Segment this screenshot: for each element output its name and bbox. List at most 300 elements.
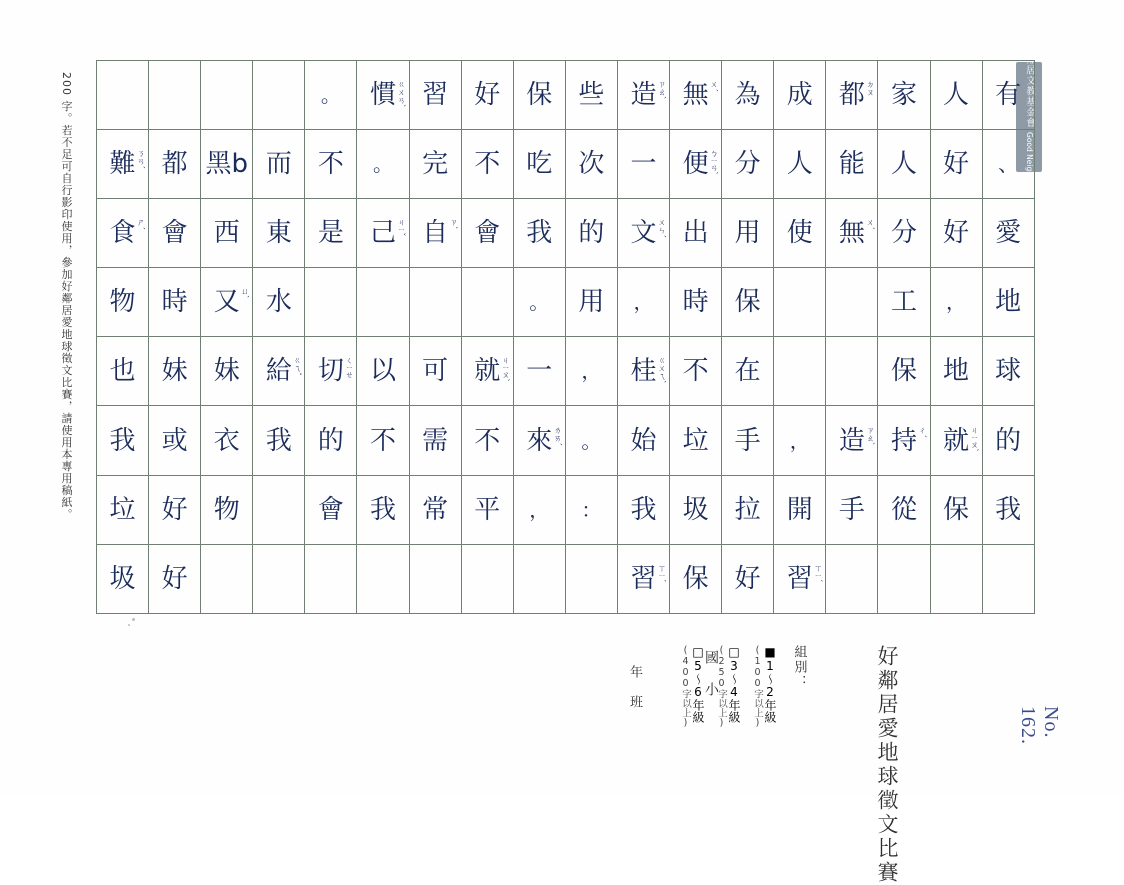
scan-speck — [128, 624, 130, 626]
manuscript-cell[interactable] — [565, 544, 617, 613]
manuscript-cell[interactable] — [826, 544, 878, 613]
manuscript-cell[interactable] — [878, 475, 930, 544]
handwritten-character: 保 — [943, 494, 970, 525]
group-3-marker: □ — [691, 645, 705, 659]
handwritten-character: 愛 — [995, 218, 1022, 249]
handwritten-character: 東 — [265, 218, 292, 249]
handwritten-character: 或 — [161, 425, 188, 456]
manuscript-cell[interactable] — [149, 544, 201, 613]
manuscript-cell[interactable] — [513, 268, 565, 337]
manuscript-cell[interactable] — [670, 337, 722, 406]
manuscript-cell[interactable] — [722, 199, 774, 268]
manuscript-cell[interactable] — [513, 199, 565, 268]
manuscript-cell[interactable] — [617, 130, 669, 199]
handwritten-character: 出 — [682, 218, 709, 249]
handwritten-character: 好 — [943, 149, 970, 180]
handwritten-character: 手 — [838, 494, 865, 525]
manuscript-cell[interactable] — [930, 268, 982, 337]
handwritten-character: 人 — [943, 80, 970, 111]
handwritten-character: 些 — [578, 80, 605, 111]
manuscript-cell[interactable] — [357, 199, 409, 268]
handwritten-character: 。 — [581, 428, 602, 453]
class-field-label[interactable]: 年 班 — [627, 665, 642, 710]
manuscript-cell[interactable] — [357, 337, 409, 406]
manuscript-cell[interactable] — [774, 130, 826, 199]
manuscript-cell[interactable] — [826, 130, 878, 199]
handwritten-character: 家 — [890, 80, 917, 111]
manuscript-cell[interactable] — [357, 61, 409, 130]
manuscript-cell[interactable] — [305, 61, 357, 130]
manuscript-cell[interactable] — [565, 337, 617, 406]
manuscript-cell[interactable] — [565, 199, 617, 268]
group-1-marker: ■ — [763, 645, 777, 659]
handwritten-character: 己 ㄐㄧˇ — [370, 218, 407, 249]
manuscript-cell[interactable] — [513, 475, 565, 544]
manuscript-cell[interactable] — [97, 199, 149, 268]
handwritten-character: 我 — [526, 218, 553, 249]
handwritten-character: 常 — [422, 494, 449, 525]
page-number: No. 162. — [1017, 706, 1062, 745]
handwritten-character: 不 — [474, 149, 501, 180]
handwritten-character: ， — [529, 497, 550, 522]
manuscript-grid — [96, 60, 1022, 605]
handwritten-character: 難 ㄋㄢˊ — [109, 149, 146, 180]
manuscript-cell[interactable] — [930, 337, 982, 406]
handwritten-character: 一 — [630, 149, 657, 180]
manuscript-cell[interactable] — [565, 61, 617, 130]
handwritten-character: 也 — [109, 356, 136, 387]
manuscript-cell[interactable] — [409, 406, 461, 475]
manuscript-grid-row — [97, 544, 1035, 613]
manuscript-cell[interactable] — [409, 544, 461, 613]
manuscript-cell[interactable] — [409, 199, 461, 268]
manuscript-cell[interactable] — [826, 61, 878, 130]
handwritten-character: 西 — [213, 218, 240, 249]
manuscript-cell[interactable] — [513, 544, 565, 613]
handwritten-character: 不 — [370, 425, 397, 456]
manuscript-cell[interactable] — [670, 199, 722, 268]
manuscript-cell[interactable] — [149, 130, 201, 199]
zhuyin-annotation: ㄕˊ — [136, 218, 146, 231]
handwritten-character: 衣 — [213, 425, 240, 456]
handwritten-character: 保 — [526, 80, 553, 111]
manuscript-cell[interactable] — [149, 475, 201, 544]
manuscript-grid-row — [97, 199, 1035, 268]
handwritten-character: 人 — [786, 149, 813, 180]
manuscript-cell[interactable] — [670, 268, 722, 337]
manuscript-cell[interactable] — [461, 475, 513, 544]
group-label: 組別： — [791, 645, 807, 690]
handwritten-character: 我 — [370, 494, 397, 525]
manuscript-cell[interactable] — [253, 199, 305, 268]
footnote-text: 200 字。若不足可自行影印使用，參加好鄰居愛地球徵文比賽，請使用本專用稿紙。 — [60, 72, 73, 521]
handwritten-character: 而 — [265, 149, 292, 180]
manuscript-cell[interactable] — [305, 475, 357, 544]
manuscript-cell[interactable] — [461, 337, 513, 406]
zhuyin-annotation: ㄨㄣˊ — [657, 218, 667, 239]
handwritten-character: 球 — [995, 356, 1022, 387]
manuscript-cell[interactable] — [97, 475, 149, 544]
manuscript-cell[interactable] — [305, 130, 357, 199]
handwritten-character: 用 — [734, 218, 761, 249]
manuscript-cell[interactable] — [565, 130, 617, 199]
manuscript-cell[interactable] — [253, 337, 305, 406]
zhuyin-annotation: ㄍㄨㄟˋ — [657, 356, 667, 385]
manuscript-cell[interactable] — [982, 130, 1034, 199]
manuscript-cell[interactable] — [617, 199, 669, 268]
handwritten-character: 。 — [373, 152, 394, 177]
handwritten-character: 吃 — [526, 149, 553, 180]
manuscript-cell[interactable] — [930, 544, 982, 613]
handwritten-character: 完 — [422, 149, 449, 180]
handwritten-character: 物 — [213, 494, 240, 525]
manuscript-cell[interactable] — [774, 475, 826, 544]
handwritten-character: 會 — [317, 494, 344, 525]
manuscript-cell[interactable] — [149, 268, 201, 337]
manuscript-grid-row — [97, 337, 1035, 406]
manuscript-cell[interactable] — [617, 337, 669, 406]
handwritten-character: 好 — [161, 563, 188, 594]
handwritten-character: 習 ㄒㄧˊ — [630, 563, 667, 594]
manuscript-cell[interactable] — [461, 544, 513, 613]
handwritten-character: ， — [946, 290, 967, 315]
manuscript-cell[interactable] — [513, 406, 565, 475]
manuscript-cell[interactable] — [253, 61, 305, 130]
manuscript-cell[interactable] — [253, 268, 305, 337]
handwritten-character: 時 — [682, 287, 709, 318]
manuscript-cell[interactable] — [461, 130, 513, 199]
manuscript-cell[interactable] — [409, 475, 461, 544]
manuscript-cell[interactable] — [722, 268, 774, 337]
manuscript-cell[interactable] — [357, 544, 409, 613]
manuscript-grid-row — [97, 475, 1035, 544]
handwritten-character: 給 ㄍㄟˇ — [265, 356, 302, 387]
manuscript-cell[interactable] — [930, 475, 982, 544]
manuscript-cell[interactable] — [513, 130, 565, 199]
manuscript-cell[interactable] — [617, 61, 669, 130]
handwritten-character: 就 ㄐㄧㄡˋ — [474, 356, 511, 387]
handwritten-character: 都 ㄉㄡ — [838, 80, 875, 111]
handwritten-character: 妹 — [213, 356, 240, 387]
manuscript-cell[interactable] — [826, 406, 878, 475]
manuscript-cell[interactable] — [930, 199, 982, 268]
handwritten-character: 黑b — [205, 149, 248, 180]
manuscript-cell[interactable] — [878, 337, 930, 406]
handwritten-character: 都 — [161, 149, 188, 180]
manuscript-cell[interactable] — [982, 61, 1034, 130]
manuscript-cell[interactable] — [930, 130, 982, 199]
manuscript-cell[interactable] — [253, 130, 305, 199]
handwritten-character: 的 — [995, 425, 1022, 456]
manuscript-cell[interactable] — [565, 406, 617, 475]
handwritten-character: 在 — [734, 356, 761, 387]
handwritten-character: 切 ㄑㄧㄝ — [317, 356, 354, 387]
handwritten-character: 我 — [630, 494, 657, 525]
manuscript-cell[interactable] — [982, 337, 1034, 406]
manuscript-cell[interactable] — [201, 199, 253, 268]
manuscript-grid-row — [97, 406, 1035, 475]
handwritten-character: 、 — [998, 152, 1019, 177]
manuscript-cell[interactable] — [97, 130, 149, 199]
handwritten-character: 圾 — [682, 494, 709, 525]
zhuyin-annotation: ㄋㄢˊ — [136, 149, 146, 170]
manuscript-cell[interactable] — [357, 268, 409, 337]
manuscript-cell[interactable] — [617, 268, 669, 337]
zhuyin-annotation: ㄌㄞˊ — [553, 425, 563, 446]
manuscript-cell[interactable] — [617, 475, 669, 544]
handwritten-character: 好 — [943, 218, 970, 249]
manuscript-cell[interactable] — [305, 544, 357, 613]
manuscript-cell[interactable] — [878, 544, 930, 613]
handwritten-character: 為 — [734, 80, 761, 111]
manuscript-cell[interactable] — [513, 61, 565, 130]
handwritten-character: 的 — [317, 425, 344, 456]
handwritten-character: 時 — [161, 287, 188, 318]
zhuyin-annotation: ㄍㄟˇ — [292, 356, 302, 377]
handwritten-character: 就 ㄐㄧㄡˋ — [943, 425, 980, 456]
manuscript-cell[interactable] — [826, 337, 878, 406]
manuscript-cell[interactable] — [305, 199, 357, 268]
zhuyin-annotation: ㄐㄧㄡˋ — [501, 356, 511, 383]
manuscript-cell[interactable] — [930, 406, 982, 475]
handwritten-character: 垃 — [682, 425, 709, 456]
manuscript-cell[interactable] — [305, 406, 357, 475]
manuscript-cell[interactable] — [878, 130, 930, 199]
manuscript-cell[interactable] — [409, 268, 461, 337]
handwritten-character: 人 — [890, 149, 917, 180]
manuscript-grid-row — [97, 61, 1035, 130]
handwritten-character: 從 — [890, 494, 917, 525]
zhuyin-annotation: ㄩˋ — [240, 287, 250, 300]
manuscript-cell[interactable] — [617, 544, 669, 613]
manuscript-cell[interactable] — [670, 61, 722, 130]
handwritten-character: 慣 ㄍㄨㄢˋ — [370, 80, 407, 111]
handwritten-character: 以 — [370, 356, 397, 387]
handwritten-character: 習 ㄒㄧˊ — [786, 563, 823, 594]
handwritten-character: 是 — [317, 218, 344, 249]
manuscript-grid-table — [96, 60, 1035, 614]
manuscript-cell[interactable] — [930, 61, 982, 130]
manuscript-cell[interactable] — [461, 199, 513, 268]
manuscript-cell[interactable] — [826, 475, 878, 544]
handwritten-character: 好 — [161, 494, 188, 525]
zhuyin-annotation: ㄐㄧㄡˋ — [970, 425, 980, 452]
manuscript-grid-row — [97, 268, 1035, 337]
manuscript-cell[interactable] — [982, 475, 1034, 544]
manuscript-cell[interactable] — [201, 544, 253, 613]
group-2-name: 3～4年級 — [727, 659, 741, 723]
handwritten-character: 垃 — [109, 494, 136, 525]
manuscript-cell[interactable] — [774, 199, 826, 268]
manuscript-cell[interactable] — [461, 268, 513, 337]
manuscript-cell[interactable] — [670, 544, 722, 613]
manuscript-cell[interactable] — [617, 406, 669, 475]
manuscript-cell[interactable] — [722, 544, 774, 613]
handwritten-character: 有 — [995, 80, 1022, 111]
handwritten-character: 來 ㄌㄞˊ — [526, 425, 563, 456]
zhuyin-annotation: ㄨˊ — [709, 80, 719, 93]
manuscript-cell[interactable] — [565, 475, 617, 544]
manuscript-cell[interactable] — [97, 268, 149, 337]
handwritten-character: 會 — [474, 218, 501, 249]
manuscript-cell[interactable] — [722, 61, 774, 130]
handwritten-character: 習 — [422, 80, 449, 111]
manuscript-cell[interactable] — [878, 406, 930, 475]
manuscript-cell[interactable] — [722, 406, 774, 475]
handwritten-character: 。 — [320, 83, 341, 108]
handwritten-character: 無 ㄨˊ — [682, 80, 719, 111]
handwritten-character: 開 — [786, 494, 813, 525]
zhuyin-annotation: ㄗㄠˋ — [865, 425, 875, 446]
manuscript-cell[interactable] — [201, 406, 253, 475]
group-option-1[interactable] — [762, 645, 779, 723]
manuscript-cell[interactable] — [461, 406, 513, 475]
manuscript-grid-row — [97, 130, 1035, 199]
manuscript-cell[interactable] — [357, 406, 409, 475]
handwritten-character: 便 ㄅㄧㄢˋ — [682, 149, 719, 180]
manuscript-cell[interactable] — [461, 61, 513, 130]
zhuyin-annotation: ㄨˊ — [865, 218, 875, 231]
manuscript-cell[interactable] — [97, 406, 149, 475]
manuscript-cell[interactable] — [253, 475, 305, 544]
manuscript-cell[interactable] — [774, 544, 826, 613]
manuscript-cell[interactable] — [878, 61, 930, 130]
handwritten-character: 始 — [630, 425, 657, 456]
handwritten-character: 用 — [578, 287, 605, 318]
handwritten-character: 的 — [578, 218, 605, 249]
handwritten-character: 物 — [109, 287, 136, 318]
manuscript-cell[interactable] — [409, 61, 461, 130]
handwritten-character: 保 — [890, 356, 917, 387]
handwritten-character: 文 ㄨㄣˊ — [630, 218, 667, 249]
manuscript-cell[interactable] — [201, 268, 253, 337]
manuscript-cell[interactable] — [982, 268, 1034, 337]
manuscript-cell[interactable] — [149, 199, 201, 268]
handwritten-character: 好 — [734, 563, 761, 594]
manuscript-cell[interactable] — [722, 475, 774, 544]
handwritten-character: 平 — [474, 494, 501, 525]
handwritten-character: 手 — [734, 425, 761, 456]
handwritten-character: 自 ㄗˋ — [422, 218, 459, 249]
group-option-3-note: (400字以上) — [680, 645, 691, 729]
manuscript-cell[interactable] — [670, 406, 722, 475]
handwritten-character: 好 — [474, 80, 501, 111]
group-2-marker: □ — [727, 645, 741, 659]
handwritten-character: 無 ㄨˊ — [838, 218, 875, 249]
zhuyin-annotation: ㄗˋ — [449, 218, 459, 231]
zhuyin-annotation: ㄅㄧㄢˋ — [709, 149, 719, 176]
zhuyin-annotation: ㄒㄧˊ — [813, 563, 823, 583]
manuscript-cell[interactable] — [253, 406, 305, 475]
manuscript-cell[interactable] — [878, 199, 930, 268]
manuscript-cell[interactable] — [201, 475, 253, 544]
zhuyin-annotation: ㄑㄧㄝ — [344, 356, 354, 379]
manuscript-cell[interactable] — [826, 268, 878, 337]
group-option-2[interactable] — [726, 645, 743, 723]
manuscript-cell[interactable] — [97, 544, 149, 613]
handwritten-character: 圾 — [109, 563, 136, 594]
zhuyin-annotation: ㄍㄨㄢˋ — [397, 80, 407, 109]
handwritten-character: 拉 — [734, 494, 761, 525]
handwritten-character: ， — [789, 428, 810, 453]
manuscript-cell[interactable] — [201, 61, 253, 130]
handwritten-character: 分 — [734, 149, 761, 180]
handwritten-character: 食 ㄕˊ — [109, 218, 146, 249]
manuscript-cell[interactable] — [201, 337, 253, 406]
handwritten-character: 水 — [265, 287, 292, 318]
manuscript-cell[interactable] — [513, 337, 565, 406]
handwritten-character: 。 — [529, 290, 550, 315]
handwritten-character: 我 — [265, 425, 292, 456]
handwritten-character: 保 — [734, 287, 761, 318]
zhuyin-annotation: ㄉㄡ — [865, 80, 875, 97]
logo-english-text: Good Neighbor Foundation — [1024, 131, 1034, 233]
manuscript-cell[interactable] — [305, 268, 357, 337]
handwritten-character: 我 — [995, 494, 1022, 525]
manuscript-cell[interactable] — [305, 337, 357, 406]
manuscript-cell[interactable] — [826, 199, 878, 268]
handwritten-character: 分 — [890, 218, 917, 249]
handwritten-character: 造 ㄗㄠˋ — [838, 425, 875, 456]
manuscript-cell[interactable] — [149, 406, 201, 475]
manuscript-cell[interactable] — [774, 61, 826, 130]
manuscript-cell[interactable] — [982, 199, 1034, 268]
handwritten-character: 可 — [422, 356, 449, 387]
manuscript-cell[interactable] — [878, 268, 930, 337]
handwritten-character: 會 — [161, 218, 188, 249]
manuscript-cell[interactable] — [149, 61, 201, 130]
handwritten-character: 地 — [995, 287, 1022, 318]
manuscript-cell[interactable] — [357, 475, 409, 544]
scan-speck — [132, 618, 135, 621]
manuscript-cell[interactable] — [982, 544, 1034, 613]
manuscript-cell[interactable] — [774, 268, 826, 337]
group-option-1-note: (100字以上) — [752, 645, 763, 729]
handwritten-character: ： — [581, 497, 602, 522]
manuscript-cell[interactable] — [149, 337, 201, 406]
manuscript-cell[interactable] — [722, 130, 774, 199]
handwritten-character: 使 — [786, 218, 813, 249]
contest-title: 好鄰居愛地球徵文比賽 — [875, 645, 899, 885]
handwritten-character: 桂 ㄍㄨㄟˋ — [630, 356, 667, 387]
handwritten-character: 次 — [578, 149, 605, 180]
zhuyin-annotation: ㄔˊ — [917, 425, 927, 438]
handwritten-character: 妹 — [161, 356, 188, 387]
manuscript-cell[interactable] — [409, 337, 461, 406]
manuscript-cell[interactable] — [97, 337, 149, 406]
manuscript-cell[interactable] — [253, 544, 305, 613]
handwritten-character: 成 — [786, 80, 813, 111]
manuscript-cell[interactable] — [357, 130, 409, 199]
manuscript-cell[interactable] — [565, 268, 617, 337]
group-selection-block — [790, 645, 808, 690]
handwritten-character: 保 — [682, 563, 709, 594]
manuscript-cell[interactable] — [670, 130, 722, 199]
manuscript-cell[interactable] — [774, 337, 826, 406]
handwritten-character: 我 — [109, 425, 136, 456]
manuscript-cell[interactable] — [774, 406, 826, 475]
manuscript-cell[interactable] — [670, 475, 722, 544]
school-field-label[interactable]: 國 小 — [703, 650, 719, 698]
handwritten-character: 造 ㄗㄠˋ — [630, 80, 667, 111]
manuscript-cell[interactable] — [982, 406, 1034, 475]
manuscript-cell[interactable] — [722, 337, 774, 406]
manuscript-cell[interactable] — [409, 130, 461, 199]
manuscript-cell[interactable] — [97, 61, 149, 130]
handwritten-character: 不 — [682, 356, 709, 387]
manuscript-cell[interactable] — [201, 130, 253, 199]
logo-chinese-text: 統一超商好鄰居文教基金會 — [1023, 1, 1035, 128]
